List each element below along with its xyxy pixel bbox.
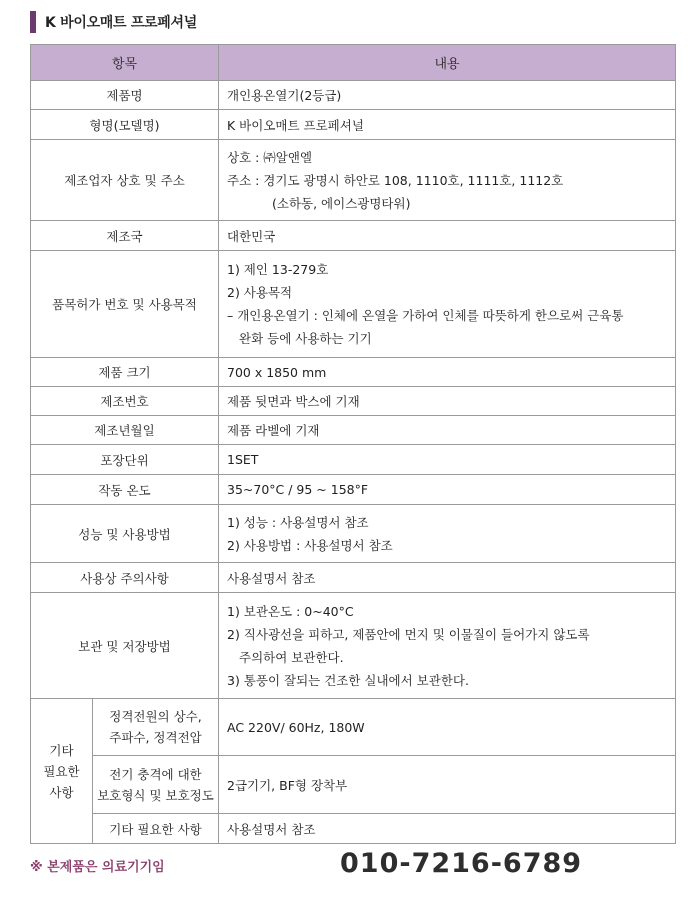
row-value: 700 x 1850 mm [219,358,676,387]
table-row [31,110,676,140]
row-value [219,251,676,358]
power-label-2: 주파수, 정격전압 [109,730,202,745]
row-label: 제조년월일 [31,416,219,445]
table-row [31,593,676,699]
table-row [31,251,676,358]
product-info-table [30,44,676,844]
row-label: 제조번호 [31,387,219,416]
maker-name: 상호 : ㈜알앤엘 [227,149,313,165]
row-value: 제품 뒷면과 박스에 기재 [219,387,676,416]
phone-number: 010-7216-6789 [340,848,583,879]
row-value [219,140,676,221]
row-value [219,593,676,699]
row-value: 대한민국 [219,221,676,251]
row-value: 사용설명서 참조 [219,814,676,844]
maker-address-detail: (소하동, 에이스광명타워) [272,195,411,211]
permit-purpose-heading: 2) 사용목적 [227,285,293,300]
table-row [31,814,676,844]
table-header-row [31,45,676,81]
row-value: K 바이오매트 프로페셔널 [219,110,676,140]
table-row [31,416,676,445]
other-group-line-1: 기타 [49,742,74,758]
table-row [31,358,676,387]
permit-number: 1) 제인 13-279호 [227,262,329,277]
table-row [31,475,676,505]
section-title-text: K 바이오매트 프로페셔널 [45,15,197,31]
row-value: 개인용온열기(2등급) [219,81,676,110]
table-row [31,81,676,110]
perf-line-1: 1) 성능 : 사용설명서 참조 [227,514,369,530]
storage-line-3: 주의하여 보관한다. [239,649,344,665]
shock-label-2: 보호형식 및 보호정도 [97,787,214,803]
header-item: 항목 [31,45,219,81]
table-row [31,221,676,251]
row-value: 제품 라벨에 기재 [219,416,676,445]
permit-purpose-text: – 개인용온열기 : 인체에 온열을 가하여 인체를 따뜻하게 한으로써 근육통 [227,308,624,323]
sub-label [93,699,219,756]
storage-line-1: 1) 보관온도 : 0~40°C [227,603,354,619]
storage-line-4: 3) 통풍이 잘되는 건조한 실내에서 보관한다. [227,672,469,688]
title-accent-bar [30,11,36,33]
power-label-1: 정격전원의 상수, [109,709,202,724]
other-group-line-2: 필요한 [43,763,80,779]
table-row [31,699,676,756]
sub-label: 기타 필요한 사항 [93,814,219,844]
row-label: 제조업자 상호 및 주소 [31,140,219,221]
other-group-line-3: 사항 [49,784,74,800]
row-value: 2급기기, BF형 장착부 [219,756,676,814]
table-row [31,756,676,814]
row-value: 사용설명서 참조 [219,563,676,593]
row-value [219,505,676,563]
row-label: 성능 및 사용방법 [31,505,219,563]
row-label: 보관 및 저장방법 [31,593,219,699]
row-label: 작동 온도 [31,475,219,505]
table-row [31,505,676,563]
row-value: 1SET [219,445,676,475]
table-row [31,387,676,416]
row-label: 제조국 [31,221,219,251]
maker-address: 주소 : 경기도 광명시 하안로 108, 1110호, 1111호, 1112호 [227,172,564,188]
row-label: 품목허가 번호 및 사용목적 [31,251,219,358]
row-value: 35~70°C / 95 ~ 158°F [219,475,676,505]
table-row [31,445,676,475]
perf-line-2: 2) 사용방법 : 사용설명서 참조 [227,537,393,553]
table-row [31,563,676,593]
other-group-label [31,699,93,844]
row-label: 형명(모델명) [31,110,219,140]
storage-line-2: 2) 직사광선을 피하고, 제품안에 먼지 및 이물질이 들어가지 않도록 [227,626,590,642]
row-label: 제품 크기 [31,358,219,387]
permit-purpose-text-cont: 완화 등에 사용하는 기기 [239,331,372,346]
sub-label [93,756,219,814]
row-value: AC 220V/ 60Hz, 180W [219,699,676,756]
row-label: 제품명 [31,81,219,110]
medical-device-note: ※ 본제품은 의료기기임 [30,860,165,875]
table-row [31,140,676,221]
row-label: 사용상 주의사항 [31,563,219,593]
header-content: 내용 [219,45,676,81]
section-title [30,10,197,34]
row-label: 포장단위 [31,445,219,475]
shock-label-1: 전기 충격에 대한 [109,766,202,782]
